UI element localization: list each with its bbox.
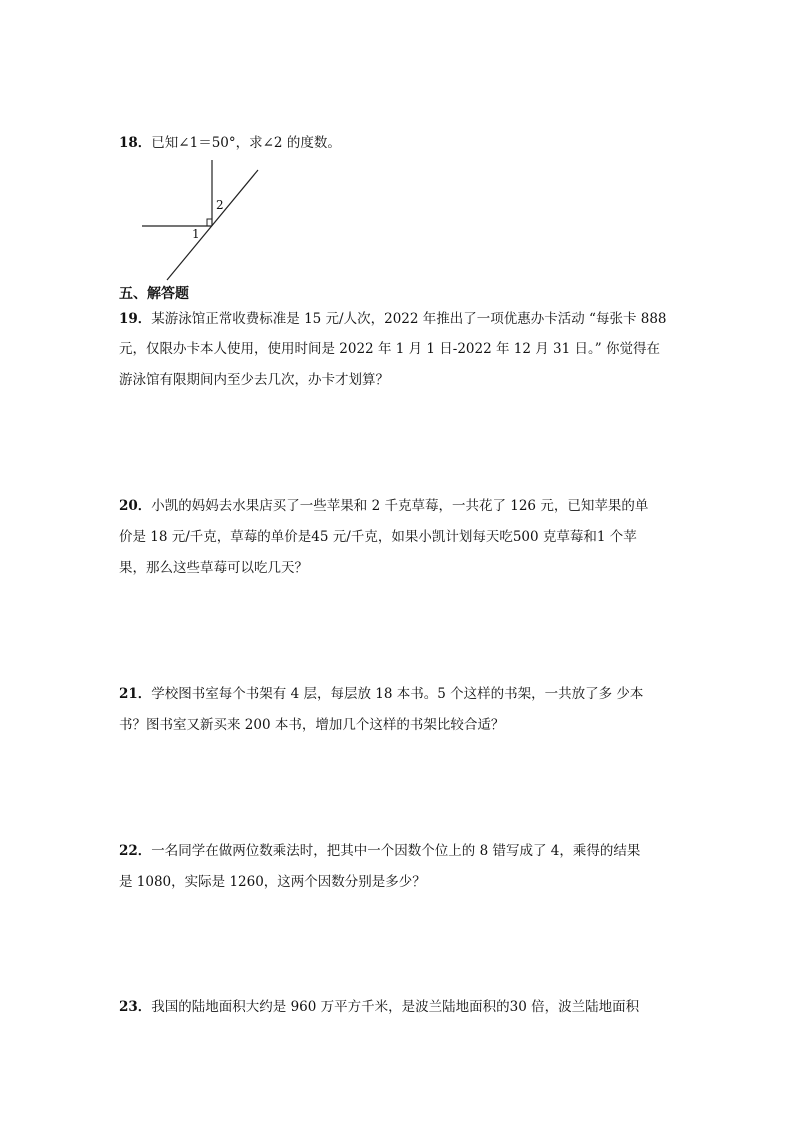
question-20-line-1 [119,496,648,516]
question-22-line-1 [119,841,640,861]
question-21-line-2: 书？图书室又新买来 200 本书，增加几个这样的书架比较合适？ [119,717,505,733]
angle-label-2: 2 [216,198,224,212]
question-18 [119,133,341,153]
angle-figure [130,160,270,285]
question-text: 某游泳馆正常收费标准是 15 元/人次，2022 年推出了一项优惠办卡活动 “每张卡 888 [151,311,667,327]
question-23-line-1 [119,997,639,1017]
question-22-line-2: 是 1080，实际是 1260，这两个因数分别是多少？ [119,874,426,890]
question-number: 23． [119,999,152,1015]
question-21-line-1 [119,684,643,704]
question-text: 一名同学在做两位数乘法时，把其中一个因数个位上的 8 错写成了 4，乘得的结果 [151,843,641,859]
question-text: 已知∠1＝50°，求∠2 的度数。 [151,135,341,151]
question-text: 学校图书室每个书架有 4 层，每层放 18 本书。5 个这样的书架，一共放了多 少本 [151,686,644,702]
question-19-line-1 [119,309,667,329]
angle-label-1: 1 [192,227,200,241]
question-number: 19． [119,311,152,327]
right-angle-mark [207,219,212,226]
section-heading: 五、解答题 [119,286,189,302]
question-number: 20． [119,498,152,514]
question-20-line-3: 果，那么这些草莓可以吃几天？ [119,560,308,576]
question-number: 21． [119,686,152,702]
question-19-line-3: 游泳馆有限期间内至少去几次，办卡才划算？ [119,372,389,388]
question-20-line-2: 价是 18 元/千克，草莓的单价是45 元/千克，如果小凯计划每天吃500 克草莓和1 个苹 [119,529,637,545]
question-number: 22． [119,843,152,859]
question-19-line-2: 元，仅限办卡本人使用，使用时间是 2022 年 1 月 1 日-2022 年 12 月 31 日。” 你觉得在 [119,341,660,357]
question-number: 18． [119,135,152,151]
question-text: 我国的陆地面积大约是 960 万平方千米，是波兰陆地面积的30 倍，波兰陆地面积 [151,999,640,1015]
question-text: 小凯的妈妈去水果店买了一些苹果和 2 千克草莓，一共花了 126 元，已知苹果的单 [151,498,649,514]
